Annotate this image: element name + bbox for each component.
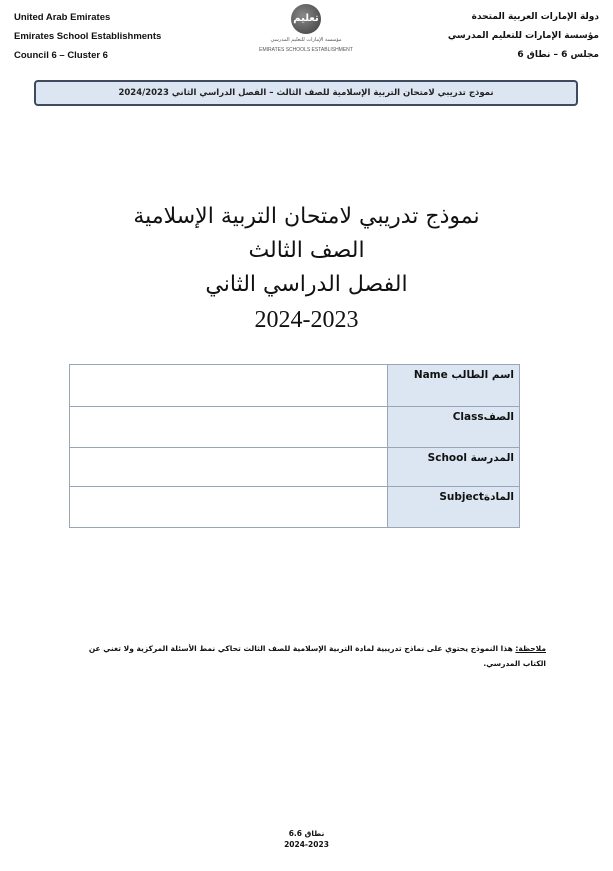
logo-icon: تعليم xyxy=(291,4,321,34)
header-right xyxy=(448,8,599,65)
note-label: ملاحظة: xyxy=(515,644,546,653)
logo-subtitle-en: EMIRATES SCHOOLS ESTABLISHMENT xyxy=(259,47,353,53)
table-row xyxy=(70,407,520,448)
header-left-line-1: United Arab Emirates xyxy=(14,12,111,23)
title-line-2: الصف الثالث xyxy=(248,238,365,263)
title-line-1: نموذج تدريبي لامتحان التربية الإسلامية xyxy=(133,204,480,229)
student-info-table xyxy=(69,364,520,528)
table-row xyxy=(70,487,520,528)
title-block xyxy=(0,200,613,338)
note xyxy=(66,641,546,671)
header-right-line-3: مجلس 6 – نطاق 6 xyxy=(517,50,599,60)
subject-field[interactable] xyxy=(70,487,388,528)
header-right-line-2: مؤسسة الإمارات للتعليم المدرسي xyxy=(447,31,599,41)
name-field[interactable] xyxy=(70,365,388,407)
footer-line-2: 2024-2023 xyxy=(284,840,329,849)
name-label: اسم الطالب Name xyxy=(388,365,520,407)
class-field[interactable] xyxy=(70,407,388,448)
logo xyxy=(250,4,362,56)
school-label: المدرسة School xyxy=(388,448,520,487)
header-left-line-3: Council 6 – Cluster 6 xyxy=(14,50,108,61)
class-label: الصفClass xyxy=(388,407,520,448)
note-text: هذا النموذج يحتوي على نماذج تدريبية لمادة التربية الإسلامية للصف الثالث تحاكي نمط الأسئلة المركزية ولا تغني عن الكتاب المدرسي. xyxy=(88,644,546,668)
title-year: 2024-2023 xyxy=(254,307,359,333)
title-line-3: الفصل الدراسي الثاني xyxy=(205,272,408,297)
header-left-line-2: Emirates School Establishments xyxy=(14,31,162,42)
footer xyxy=(0,828,613,850)
table-row xyxy=(70,448,520,487)
exam-banner: نموذج تدريبي لامتحان التربية الإسلامية للصف الثالث – الفصل الدراسي الثاني 2024/2023 xyxy=(34,80,578,106)
school-field[interactable] xyxy=(70,448,388,487)
table-row xyxy=(70,365,520,407)
subject-label: المادةSubject xyxy=(388,487,520,528)
footer-line-1: نطاق 6.6 xyxy=(288,829,325,838)
header-left xyxy=(14,8,161,65)
logo-subtitle-ar: مؤسسة الإمارات للتعليم المدرسي xyxy=(270,37,342,43)
header-right-line-1: دولة الإمارات العربية المتحدة xyxy=(471,12,599,22)
